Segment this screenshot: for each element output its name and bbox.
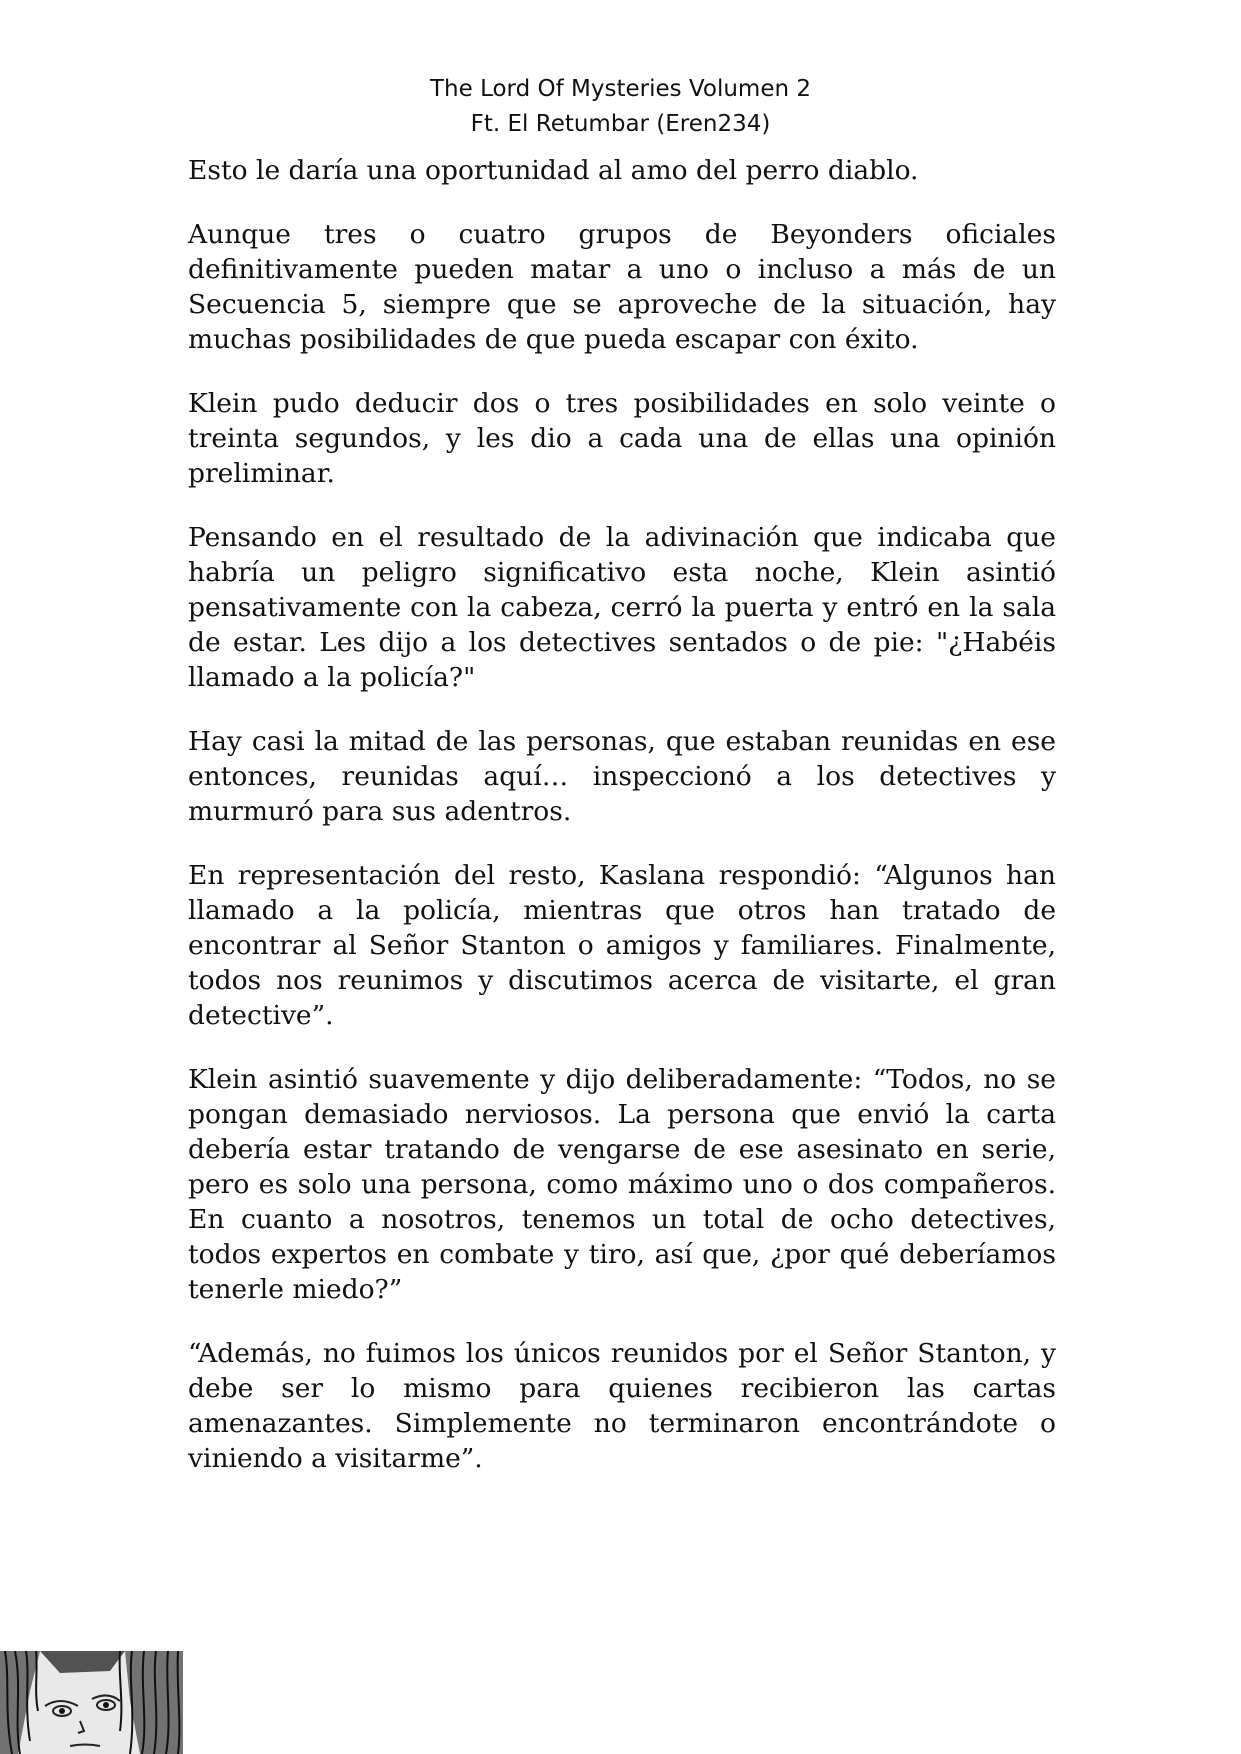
document-body [188, 153, 1056, 1505]
paragraph: En representación del resto, Kaslana respondió: “Algunos han llamado a la policía, mientras que otros han tratado de encontrar al Señor Stanton o amigos y familiares. Finalmente, todos nos reunimos y discutimos acerca de visitarte, el gran detective”. [188, 860, 1056, 1031]
paragraph: Hay casi la mitad de las personas, que estaban reunidas en ese entonces, reunidas aquí… inspeccionó a los detectives y murmuró para sus adentros. [188, 726, 1056, 827]
paragraph: Klein asintió suavemente y dijo deliberadamente: “Todos, no se pongan demasiado nerviosos. La persona que envió la carta debería estar tratando de vengarse de ese asesinato en serie, pero es solo una persona, como máximo uno o dos compañeros. En cuanto a nosotros, tenemos un total de ocho detectives, todos expertos en combate y tiro, así que, ¿por qué deberíamos tenerle miedo?” [188, 1064, 1056, 1305]
manga-character-face-icon [0, 1651, 183, 1754]
header-subtitle: Ft. El Retumbar (Eren234) [470, 111, 771, 137]
paragraph: Pensando en el resultado de la adivinación que indicaba que habría un peligro significativo esta noche, Klein asintió pensativamente con la cabeza, cerró la puerta y entró en la sala de estar. Les dijo a los detectives sentados o de pie: "¿Habéis llamado a la policía?" [188, 522, 1056, 693]
page-header [0, 72, 1241, 142]
paragraph: Esto le daría una oportunidad al amo del perro diablo. [188, 155, 919, 186]
paragraph: “Además, no fuimos los únicos reunidos por el Señor Stanton, y debe ser lo mismo para quienes recibieron las cartas amenazantes. Simplemente no terminaron encontrándote o viniendo a visitarme”. [188, 1338, 1056, 1474]
header-title: The Lord Of Mysteries Volumen 2 [429, 76, 811, 102]
paragraph: Aunque tres o cuatro grupos de Beyonders oficiales definitivamente pueden matar a uno o incluso a más de un Secuencia 5, siempre que se aproveche de la situación, hay muchas posibilidades de que pueda escapar con éxito. [188, 219, 1056, 355]
paragraph: Klein pudo deducir dos o tres posibilidades en solo veinte o treinta segundos, y les dio a cada una de ellas una opinión preliminar. [188, 388, 1056, 489]
